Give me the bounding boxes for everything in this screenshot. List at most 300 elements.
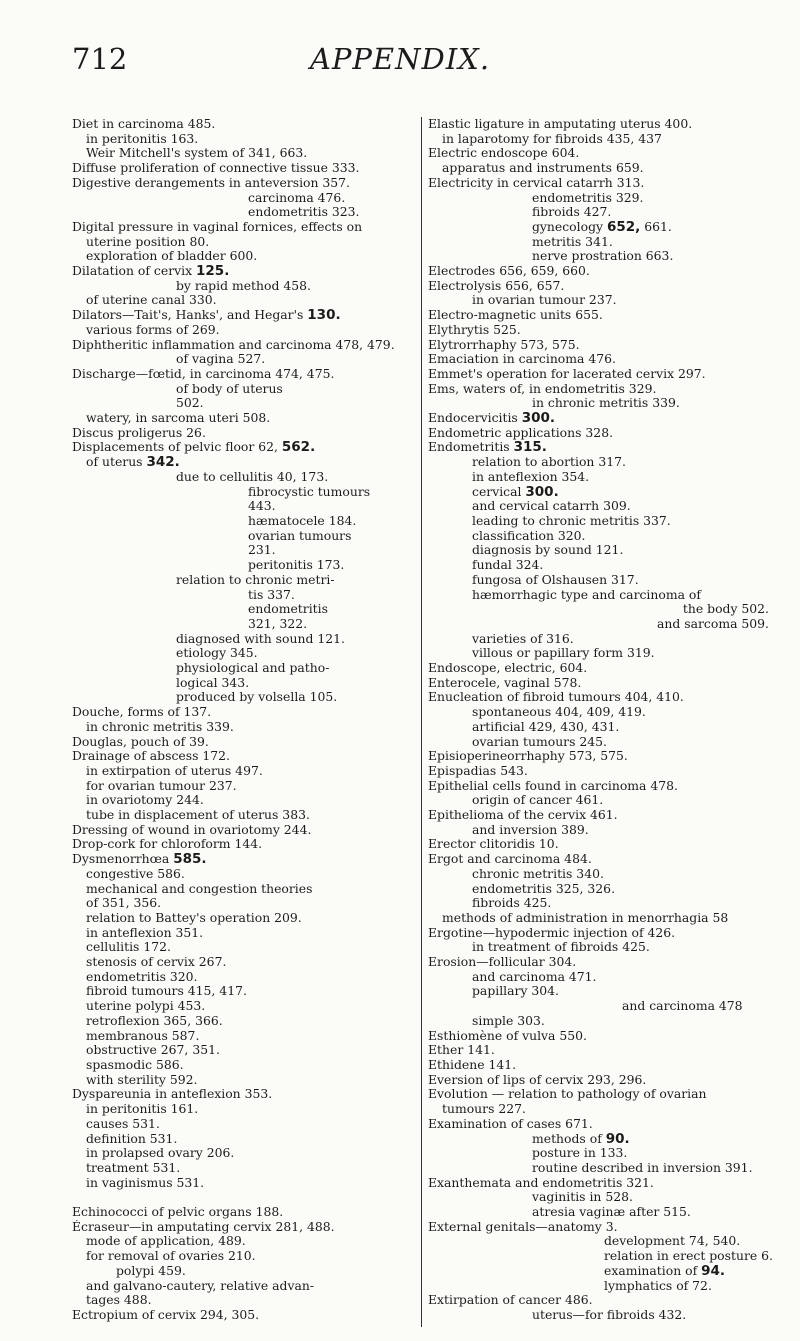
index-entry: [428, 837, 773, 852]
index-entry: [428, 470, 773, 485]
index-entry: [72, 205, 417, 220]
index-entry: [72, 146, 417, 161]
index-entry: [428, 602, 773, 617]
index-entry: [428, 558, 773, 573]
index-entry: [72, 249, 417, 264]
index-entry: [72, 1279, 417, 1294]
index-entry-text: tis 337.: [248, 587, 295, 602]
index-entry: [72, 1308, 417, 1323]
index-entry: [428, 499, 773, 514]
index-entry: [428, 1132, 773, 1147]
index-entry-text: watery, in sarcoma uteri 508.: [86, 411, 271, 426]
index-entry: [428, 823, 773, 838]
index-entry-text: Electrolysis 656, 657.: [428, 278, 565, 293]
index-entry-text: 502.: [176, 396, 204, 411]
index-entry-text: Elastic ligature in amputating uterus 400.: [428, 117, 693, 131]
index-entry: [72, 573, 417, 588]
index-entry: [428, 1161, 773, 1176]
index-entry-text: in vaginismus 531.: [86, 1175, 205, 1190]
index-entry: [428, 132, 773, 147]
index-entry: [428, 146, 773, 161]
index-entry: [72, 1249, 417, 1264]
index-entry: [428, 1176, 773, 1191]
index-entry-text: leading to chronic metritis 337.: [472, 513, 671, 528]
index-entry-text: Écraseur—in amputating cervix 281, 488.: [72, 1219, 335, 1234]
index-entry-text: and sarcoma 509.: [657, 616, 769, 631]
index-entry: [72, 676, 417, 691]
bold-page-ref: 342.: [146, 455, 180, 470]
index-entry-text: Dilatation of cervix: [72, 264, 197, 279]
index-entry: [72, 779, 417, 794]
index-entry-text: endometritis 320.: [86, 969, 198, 984]
index-entry-text: physiological and patho-: [176, 661, 330, 676]
index-entry: [72, 470, 417, 485]
index-entry-text: Electrodes 656, 659, 660.: [428, 264, 590, 279]
index-entry: [428, 646, 773, 661]
index-entry: [428, 1293, 773, 1308]
index-entry-text: classification 320.: [472, 528, 586, 543]
index-entry-text: 443.: [248, 499, 276, 514]
bold-page-ref: 125.: [196, 264, 230, 279]
index-entry: [428, 440, 773, 455]
index-entry-text: in laparotomy for fibroids 435, 437: [442, 131, 662, 146]
index-entry-text: Epithelioma of the cervix 461.: [428, 808, 618, 823]
index-entry: [72, 1146, 417, 1161]
running-title: APPENDIX.: [309, 42, 491, 76]
index-entry-text: hæmatocele 184.: [248, 513, 357, 528]
index-entry-text: uterine position 80.: [86, 234, 210, 249]
index-entry: [72, 543, 417, 558]
index-entry-text: in prolapsed ovary 206.: [86, 1146, 235, 1161]
index-entry: [72, 352, 417, 367]
index-entry-text: peritonitis 173.: [248, 558, 345, 573]
index-entry-text: Epispadias 543.: [428, 763, 528, 778]
index-entry: [428, 1234, 773, 1249]
index-entry-text: cervical: [472, 484, 526, 499]
index-entry: [428, 999, 773, 1014]
bold-page-ref: 300.: [521, 411, 556, 426]
index-entry: [72, 926, 417, 941]
index-entry: [72, 720, 417, 735]
index-entry-text: ovarian tumours: [248, 528, 352, 543]
index-entry-text: tube in displacement of uterus 383.: [86, 808, 310, 823]
index-entry: [72, 735, 417, 750]
index-entry-text: Discus proligerus 26.: [72, 425, 206, 440]
index-entry: [428, 1073, 773, 1088]
index-entry-text: Elythrytis 525.: [428, 322, 521, 337]
index-entry-text: fungosa of Olshausen 317.: [472, 572, 639, 587]
index-entry: [72, 161, 417, 176]
index-entry: [72, 690, 417, 705]
bold-page-ref: 315.: [513, 440, 547, 456]
index-entry-text: Endocervicitis: [428, 411, 522, 426]
index-entry: [428, 455, 773, 470]
index-entry-text: Echinococci of pelvic organs 188.: [72, 1205, 284, 1220]
index-entry: [72, 1205, 417, 1220]
index-entry: [428, 1264, 773, 1279]
index-entry: [72, 867, 417, 882]
bold-page-ref: 130.: [307, 308, 341, 323]
index-entry: [72, 1102, 417, 1117]
index-entry: [428, 191, 773, 206]
index-entry-text: of 351, 356.: [86, 896, 162, 911]
index-entry-text: papillary 304.: [472, 984, 559, 999]
index-entry: [428, 926, 773, 941]
index-entry: [428, 205, 773, 220]
index-entry: [72, 1073, 417, 1088]
index-entry-text: varieties of 316.: [472, 631, 574, 646]
index-entry: [428, 793, 773, 808]
index-entry-text: Electric endoscope 604.: [428, 146, 580, 161]
index-entry-text: lymphatics of 72.: [604, 1278, 712, 1293]
index-entry: [428, 1190, 773, 1205]
index-entry: [72, 896, 417, 911]
index-entry-text: simple 303.: [472, 1013, 545, 1028]
index-entry: [72, 1264, 417, 1279]
index-entry-text: metritis 341.: [532, 234, 613, 249]
index-entry-text: and carcinoma 478: [622, 999, 743, 1014]
running-head: [0, 42, 800, 92]
index-entry-text: Dyspareunia in anteflexion 353.: [72, 1087, 273, 1102]
index-entry: [72, 411, 417, 426]
index-entry-text: gynecology: [532, 219, 607, 234]
index-entry-text: membranous 587.: [86, 1028, 200, 1043]
index-entry: [428, 529, 773, 544]
index-entry: [72, 1058, 417, 1073]
index-entry: [72, 1234, 417, 1249]
index-entry: [72, 808, 417, 823]
index-entry: [72, 426, 417, 441]
index-entry: [72, 911, 417, 926]
index-entry-text: in chronic metritis 339.: [532, 396, 680, 411]
index-entry: [72, 882, 417, 897]
index-entry-text: Drainage of abscess 172.: [72, 749, 230, 764]
index-entry: [428, 808, 773, 823]
index-entry-text: the body 502.: [682, 602, 769, 617]
index-entry: [428, 911, 773, 926]
index-entry: [72, 1220, 417, 1235]
index-entry: [72, 793, 417, 808]
index-entry: [72, 837, 417, 852]
index-entry: [428, 955, 773, 970]
index-entry: [72, 1029, 417, 1044]
index-entry-text: of body of uterus: [176, 381, 283, 396]
index-entry: [428, 882, 773, 897]
index-entry-text: relation to abortion 317.: [472, 455, 626, 470]
index-entry: [72, 1087, 417, 1102]
index-column-right: [421, 117, 773, 1327]
index-entry-text: Emaciation in carcinoma 476.: [428, 352, 616, 367]
index-entry: [428, 1220, 773, 1235]
index-entry-text: of vagina 527.: [176, 352, 266, 367]
page-number: 712: [72, 42, 128, 76]
index-entry-text: Diphtheritic inflammation and carcinoma 478, 479.: [72, 337, 395, 352]
index-entry-text: diagnosis by sound 121.: [472, 543, 624, 558]
index-entry-text: methods of: [532, 1131, 606, 1146]
index-entry-text: Endometric applications 328.: [428, 425, 614, 440]
index-entry: [428, 1087, 773, 1102]
index-entry-text: by rapid method 458.: [176, 278, 311, 293]
index-entry: [428, 514, 773, 529]
index-entry: [72, 279, 417, 294]
index-entry-text: fibrocystic tumours: [248, 484, 371, 499]
index-entry: [428, 411, 773, 426]
index-entry-text: cellulitis 172.: [86, 940, 171, 955]
index-entry-text: fibroids 425.: [472, 896, 552, 911]
index-entry-text: Ems, waters of, in endometritis 329.: [428, 381, 657, 396]
index-entry-text: External genitals—anatomy 3.: [428, 1219, 618, 1234]
index-entry-text: endometritis 325, 326.: [472, 881, 616, 896]
index-entry: [428, 617, 773, 632]
index-entry-text: Discharge—fœtid, in carcinoma 474, 475.: [72, 366, 335, 381]
index-entry: [428, 779, 773, 794]
index-entry-text: Douglas, pouch of 39.: [72, 734, 209, 749]
index-entry: [428, 382, 773, 397]
index-entry-text: in anteflexion 351.: [86, 925, 204, 940]
index-entry: [72, 1043, 417, 1058]
index-entry: [72, 235, 417, 250]
index-entry: [72, 1161, 417, 1176]
index-entry: [72, 1117, 417, 1132]
index-entry-text: etiology 345.: [176, 646, 258, 661]
index-entry: [428, 940, 773, 955]
index-entry: [428, 338, 773, 353]
index-entry: [428, 235, 773, 250]
index-entry: [72, 1293, 417, 1308]
index-gap: [72, 1190, 417, 1205]
index-entry-text: stenosis of cervix 267.: [86, 955, 227, 970]
index-entry: [72, 617, 417, 632]
index-entry-text: fundal 324.: [472, 558, 544, 573]
index-entry-text: exploration of bladder 600.: [86, 249, 258, 264]
index-entry-text: endometritis 323.: [248, 205, 360, 220]
index-entry: [428, 308, 773, 323]
index-entry-text: produced by volsella 105.: [176, 690, 338, 705]
index-entry: [428, 293, 773, 308]
index-entry-text: Endometritis: [428, 440, 514, 455]
index-entry: [428, 749, 773, 764]
index-entry-text: hæmorrhagic type and carcinoma of: [472, 587, 701, 602]
index-entry: [72, 558, 417, 573]
index-entry: [428, 1279, 773, 1294]
index-entry-text: Electro-magnetic units 655.: [428, 308, 603, 323]
index-entry: [428, 1117, 773, 1132]
bold-page-ref: 562.: [281, 440, 316, 456]
index-entry-text: Weir Mitchell's system of 341, 663.: [86, 146, 308, 161]
index-entry-text: 231.: [248, 543, 276, 558]
index-entry-text: chronic metritis 340.: [472, 866, 604, 881]
index-entry-text: various forms of 269.: [86, 322, 220, 337]
index-entry: [428, 1043, 773, 1058]
index-entry-text: and galvano-cautery, relative advan-: [86, 1278, 314, 1293]
index-entry-text: Ethidene 141.: [428, 1058, 517, 1072]
index-entry-text: Digital pressure in vaginal fornices, effects on: [72, 219, 363, 234]
index-entry-text: artificial 429, 430, 431.: [472, 719, 620, 734]
index-entry: [72, 1014, 417, 1029]
index-entry-text: methods of administration in menorrhagia 58: [442, 910, 729, 925]
index-entry: [428, 588, 773, 603]
index-entry: [428, 764, 773, 779]
index-entry-text: and inversion 389.: [472, 822, 589, 837]
index-entry-text: Eversion of lips of cervix 293, 296.: [428, 1072, 647, 1087]
index-entry: [428, 690, 773, 705]
index-entry-text: Exanthemata and endometritis 321.: [428, 1175, 654, 1190]
index-entry: [428, 323, 773, 338]
index-entry-text: ovarian tumours 245.: [472, 734, 607, 749]
index-entry: [428, 632, 773, 647]
index-entry-text: in extirpation of uterus 497.: [86, 763, 263, 778]
index-entry-text: Dressing of wound in ovariotomy 244.: [72, 822, 312, 837]
bold-page-ref: 90.: [605, 1131, 630, 1147]
index-entry-text: fibroids 427.: [532, 205, 612, 220]
index-entry-text: tumours 227.: [442, 1102, 526, 1117]
index-entry-text: mechanical and congestion theories: [86, 881, 313, 896]
index-entry-text: Douche, forms of 137.: [72, 705, 212, 720]
index-column-left: [72, 117, 417, 1323]
index-entry-text: Examination of cases 671.: [428, 1116, 593, 1131]
index-entry-text: logical 343.: [176, 675, 250, 690]
index-entry: [428, 543, 773, 558]
index-entry-text: and cervical catarrh 309.: [472, 499, 631, 514]
index-entry-text: with sterility 592.: [86, 1072, 198, 1087]
index-entry-text: uterine polypi 453.: [86, 999, 206, 1014]
index-entry: [72, 529, 417, 544]
index-entry-text: Displacements of pelvic floor 62,: [72, 440, 282, 455]
index-entry-text: relation in erect posture 6.: [604, 1249, 773, 1264]
index-entry-text: Enucleation of fibroid tumours 404, 410.: [428, 690, 684, 705]
index-entry-text: uterus—for fibroids 432.: [532, 1307, 687, 1322]
index-entry: [72, 661, 417, 676]
index-entry: [428, 896, 773, 911]
bold-page-ref: 94.: [701, 1263, 726, 1279]
index-entry: [428, 720, 773, 735]
bold-page-ref: 652,: [606, 219, 641, 235]
index-entry: [72, 132, 417, 147]
index-entry-text: 321, 322.: [248, 616, 308, 631]
index-entry: [72, 749, 417, 764]
index-entry-text: Diffuse proliferation of connective tissue 333.: [72, 161, 360, 176]
index-entry-text: spasmodic 586.: [86, 1058, 184, 1072]
index-entry: [72, 308, 417, 323]
index-entry: [428, 970, 773, 985]
index-entry: [72, 970, 417, 985]
index-entry-text: in peritonitis 161.: [86, 1102, 199, 1117]
index-entry-text: Esthiomène of vulva 550.: [428, 1028, 587, 1043]
index-entry-text: development 74, 540.: [604, 1234, 741, 1249]
index-entry: [428, 279, 773, 294]
index-entry: [428, 426, 773, 441]
index-entry: [428, 735, 773, 750]
index-entry-text: for removal of ovaries 210.: [86, 1249, 256, 1264]
index-entry-text: examination of: [604, 1263, 702, 1278]
index-entry-text: diagnosed with sound 121.: [176, 631, 345, 646]
index-entry: [428, 1308, 773, 1323]
index-entry: [428, 176, 773, 191]
index-entry-text: nerve prostration 663.: [532, 249, 674, 264]
index-entry-text: polypi 459.: [116, 1263, 186, 1278]
index-entry-text: in treatment of fibroids 425.: [472, 940, 650, 955]
index-entry-text: due to cellulitis 40, 173.: [176, 469, 329, 484]
index-entry: [428, 1146, 773, 1161]
index-entry: [428, 676, 773, 691]
index-entry-text: causes 531.: [86, 1116, 160, 1131]
index-entry-text: for ovarian tumour 237.: [86, 778, 237, 793]
index-entry: [428, 1249, 773, 1264]
index-entry-text: spontaneous 404, 409, 419.: [472, 705, 646, 720]
index-entry-text: tages 488.: [86, 1293, 152, 1308]
index-entry-text: obstructive 267, 351.: [86, 1043, 220, 1058]
index-entry: [428, 352, 773, 367]
index-entry: [72, 999, 417, 1014]
index-entry: [428, 367, 773, 382]
index-entry-text: Epithelial cells found in carcinoma 478.: [428, 778, 678, 793]
index-entry-text: Ether 141.: [428, 1043, 495, 1058]
index-entry: [72, 485, 417, 500]
index-entry-text: treatment 531.: [86, 1160, 181, 1175]
index-entry: [428, 220, 773, 235]
bold-page-ref: 585.: [173, 852, 207, 867]
index-entry: [428, 852, 773, 867]
index-entry-text: Evolution — relation to pathology of ovarian: [428, 1087, 707, 1102]
index-entry-text: of uterus: [86, 455, 147, 470]
index-entry-text: Drop-cork for chloroform 144.: [72, 837, 263, 852]
index-entry: [428, 249, 773, 264]
index-entry-text: Extirpation of cancer 486.: [428, 1293, 593, 1308]
index-entry: [428, 1102, 773, 1117]
index-entry: [428, 117, 773, 132]
index-entry: [72, 396, 417, 411]
index-entry-text: and carcinoma 471.: [472, 969, 597, 984]
index-entry-text: origin of cancer 461.: [472, 793, 604, 808]
index-entry: [428, 1029, 773, 1044]
index-entry: [428, 867, 773, 882]
index-entry-text: Digestive derangements in anteversion 357.: [72, 175, 350, 190]
index-entry-text: endometritis: [248, 602, 328, 617]
index-entry: [72, 646, 417, 661]
index-entry-text: vaginitis in 528.: [532, 1190, 633, 1205]
index-entry: [428, 705, 773, 720]
index-entry-text: Dysmenorrhœa: [72, 852, 174, 867]
index-entry-text: in chronic metritis 339.: [86, 719, 234, 734]
bold-page-ref: 300.: [525, 484, 559, 500]
index-entry-text: posture in 133.: [532, 1146, 628, 1161]
index-entry-text: villous or papillary form 319.: [472, 646, 655, 661]
index-entry-text: Emmet's operation for lacerated cervix 297.: [428, 366, 706, 381]
index-entry-text: relation to Battey's operation 209.: [86, 910, 302, 925]
index-entry-text: endometritis 329.: [532, 190, 644, 205]
index-entry-text: mode of application, 489.: [86, 1234, 246, 1249]
index-entry: [428, 1058, 773, 1073]
index-entry: [72, 338, 417, 353]
index-entry: [72, 382, 417, 397]
index-entry: [72, 984, 417, 999]
index-entry-text: of uterine canal 330.: [86, 293, 217, 308]
index-entry: [428, 264, 773, 279]
index-entry: [428, 1205, 773, 1220]
index-entry-text: apparatus and instruments 659.: [442, 161, 644, 176]
index-entry: [428, 485, 773, 500]
index-entry: [72, 293, 417, 308]
index-entry: [72, 588, 417, 603]
index-entry: [72, 1132, 417, 1147]
index-entry-text: in anteflexion 354.: [472, 469, 590, 484]
index-entry: [72, 1176, 417, 1191]
index-entry-text: 661.: [640, 219, 672, 234]
index-entry: [72, 940, 417, 955]
index-entry: [72, 852, 417, 867]
index-entry: [72, 176, 417, 191]
index-entry-text: congestive 586.: [86, 866, 185, 881]
